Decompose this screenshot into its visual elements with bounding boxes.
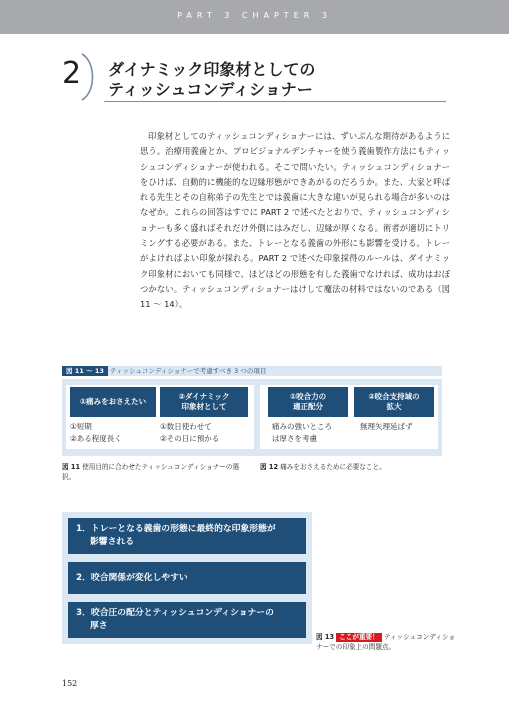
figure-header-title: ティッシュコンディショナーで考慮すべき 3 つの項目 <box>110 367 267 375</box>
fig11-caption-text: 使用目的に合わせたティッシュコンディショナーの選択。 <box>62 463 240 481</box>
section-title-line1: ダイナミック印象材としての <box>108 60 316 79</box>
fig11-col1-body: ①短期 ②ある程度長く <box>70 422 122 443</box>
fig13-caption <box>316 632 456 652</box>
fig11-caption <box>62 462 250 482</box>
section-bracket-icon <box>78 52 102 102</box>
figure-area <box>62 379 442 456</box>
fig13-item-3: 3．咬合圧の配分とティッシュコンディショナーの 厚さ <box>68 602 306 638</box>
running-header: PART 3 CHAPTER 3 <box>177 11 332 20</box>
body-paragraph: 印象材としてのティッシュコンディショナーには、ずいぶんな期待があるように思う。治療用義歯とか、プロビジョナルデンチャーを使う義歯製作方法にもティッシュコンディショナーが使われる。そこで問いたい。ティッシュコンディショナーをひけば、自動的に機能的な辺縁形態ができあがるのだろうか。また、大家と呼ばれる先生とその自称弟子の先生とでは義歯に大きな違いが見られる場合が多いのはなぜか。これらの回答はすでに PART 2 で述べたとおりで、ティッシュコンディショナーも多く盛ればそれだけ外側にはみだし、辺縁が厚くなる。術者が適切にトリミングする必要がある。また、トレーとなる義歯の外形にも影響を受ける。トレーがよければよい印象が採れる。PART 2 で述べた印象採得のルールは、ダイナミック印象材においても同様で、ほどほどの形態を有した義歯でなければ、成功はおぼつかない。ティッシュコンディショナーはけして魔法の材料ではないのである（図 11 〜 14）。 <box>140 131 450 310</box>
fig13-item-2: 2．咬合関係が変化しやすい <box>68 562 306 594</box>
fig11-col1-head: ①痛みをおさえたい <box>70 387 156 417</box>
fig13-important-badge: ここが重要！ <box>336 633 382 642</box>
figure-header <box>62 366 442 376</box>
fig11-caption-number: 図 11 <box>62 463 81 471</box>
page-number: 152 <box>62 679 78 688</box>
fig13-item-1: 1．トレーとなる義歯の形態に最終的な印象形態が 影響される <box>68 518 306 554</box>
fig12-col2-head: ②咬合支持域の 拡大 <box>354 387 434 417</box>
fig12-caption <box>260 462 442 472</box>
figure-header-label: 図 11 〜 13 <box>62 366 108 376</box>
fig11-col2-head: ②ダイナミック 印象材として <box>160 387 248 417</box>
fig13-caption-text: ティッシュコンディショナーでの印象上の問題点。 <box>316 633 456 651</box>
fig13-caption-number: 図 13 <box>316 633 335 641</box>
section-rule <box>104 101 446 102</box>
fig12-col1-head: ①咬合力の 適正配分 <box>268 387 348 417</box>
section-title <box>108 60 315 100</box>
fig12-caption-text: 痛みをおさえるために必要なこと。 <box>280 463 386 471</box>
fig12-col1-body: 痛みの強いところ は厚さを考慮 <box>272 422 332 443</box>
fig13-box <box>62 512 312 644</box>
section-title-line2: ティッシュコンディショナー <box>108 80 313 99</box>
fig12-col2-body: 無理矢理延ばず <box>360 422 413 431</box>
fig12-caption-number: 図 12 <box>260 463 279 471</box>
section-number: 2 <box>62 56 82 91</box>
fig11-col2-body: ①数日使わせて ②その日に預かる <box>160 422 220 443</box>
